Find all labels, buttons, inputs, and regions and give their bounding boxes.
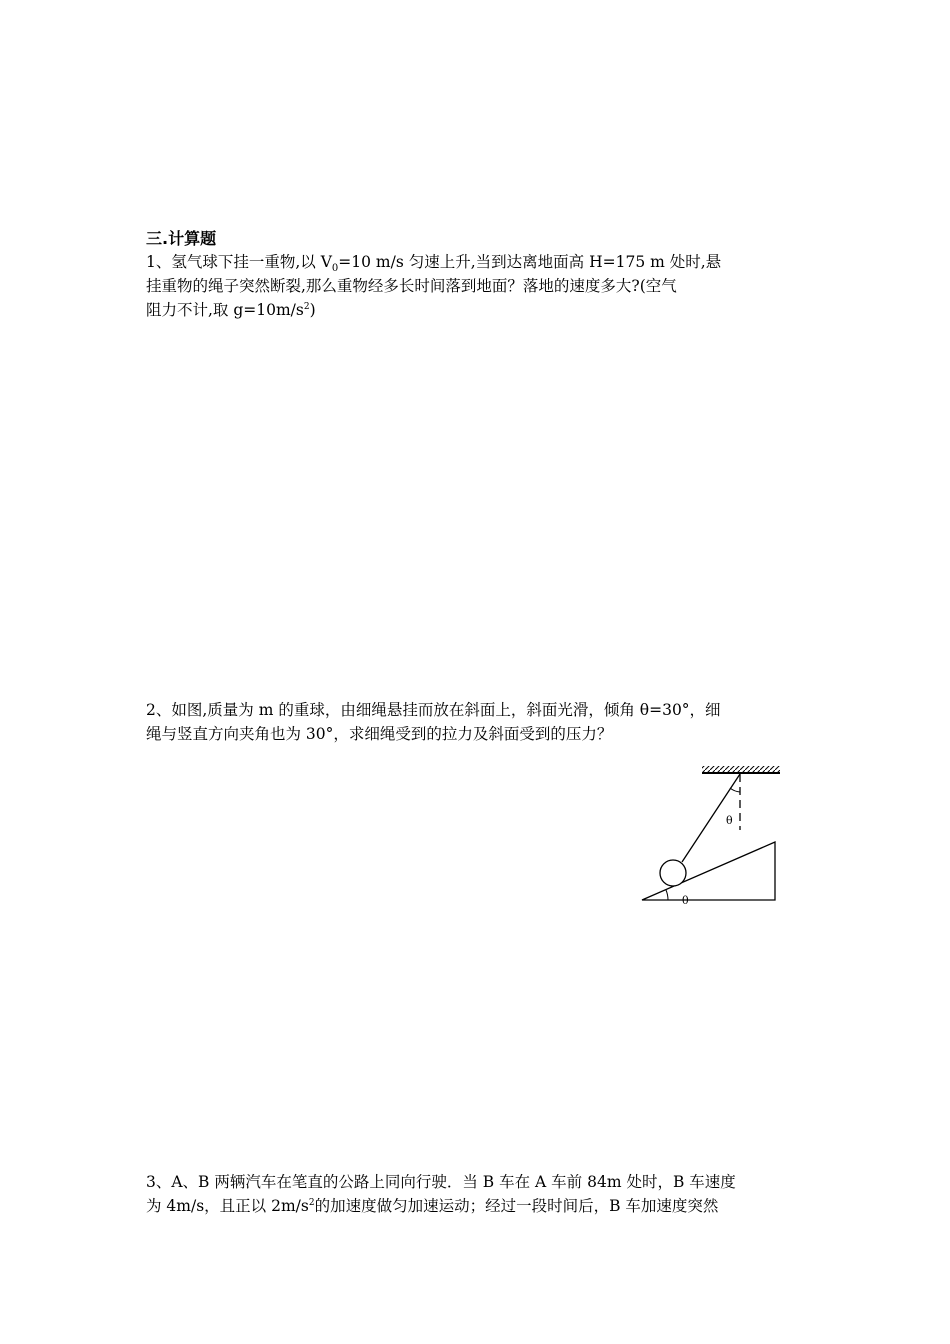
question-1-line-1: 1、氢气球下挂一重物,以 $V_0=10$ m/s 匀速上升,当到达离地面高 H=175 m 处时,悬 — [146, 253, 722, 275]
ceiling-hatch — [702, 766, 780, 773]
question-2-line-2: 绳与竖直方向夹角也为 30°，求细绳受到的拉力及斜面受到的压力？ — [146, 725, 613, 743]
bottom-angle-arc — [666, 890, 668, 900]
question-3-line-1: 3、A、B 两辆汽车在笔直的公路上同向行驶．当 B 车在 A 车前 84m 处时，B 车速度 — [146, 1173, 736, 1191]
bottom-angle-label: θ — [682, 894, 689, 907]
top-angle-label: θ — [726, 814, 733, 827]
question-1 — [146, 250, 806, 322]
incline-ball-figure — [630, 760, 790, 910]
question-3 — [146, 1170, 806, 1218]
question-1-line-2: 挂重物的绳子突然断裂,那么重物经多长时间落到地面？落地的速度多大?(空气 — [146, 277, 677, 295]
section-title: 三.计算题 — [146, 229, 217, 248]
top-angle-arc — [730, 788, 740, 792]
question-1-line-3: 阻力不计,取 $g=10m/s^2$) — [146, 301, 316, 319]
question-3-line-2: 为 4m/s，且正以 $2m/s^2$的加速度做匀加速运动；经过一段时间后，B 车加速度突然 — [146, 1197, 719, 1215]
question-2-line-1: 2、如图,质量为 m 的重球，由细绳悬挂而放在斜面上，斜面光滑，倾角 θ=30°，细 — [146, 701, 721, 719]
ball — [660, 860, 686, 886]
question-2 — [146, 698, 806, 746]
incline-diagram — [630, 760, 790, 910]
